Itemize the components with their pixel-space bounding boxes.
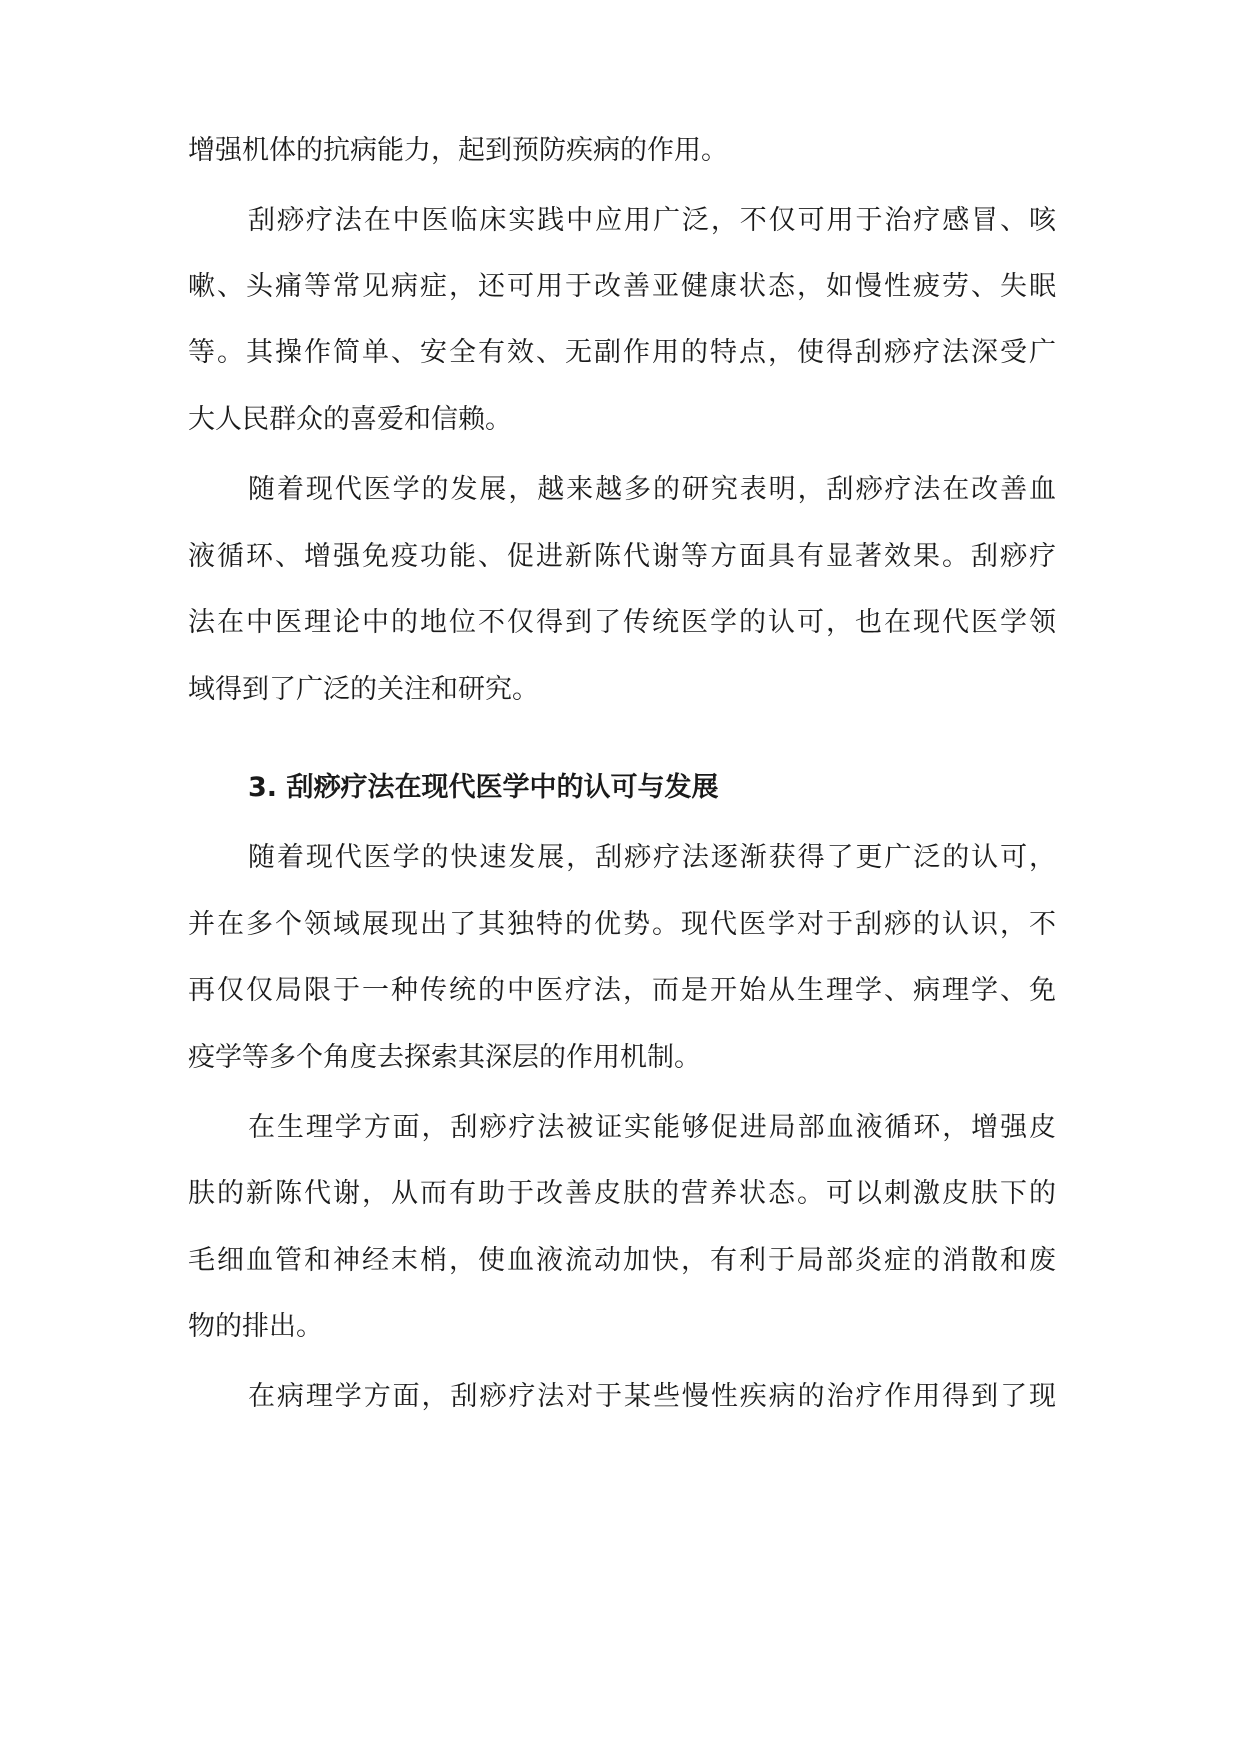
paragraph-line: 嗽、头痛等常见病症，还可用于改善亚健康状态，如慢性疲劳、失眠: [188, 271, 1056, 302]
paragraph-line: 增强机体的抗病能力，起到预防疾病的作用。: [188, 135, 728, 166]
paragraph-line: 刮痧疗法在中医临床实践中应用广泛，不仅可用于治疗感冒、咳: [248, 205, 1056, 236]
paragraph-line: 法在中医理论中的地位不仅得到了传统医学的认可，也在现代医学领: [188, 607, 1056, 638]
paragraph-line: 在病理学方面，刮痧疗法对于某些慢性疾病的治疗作用得到了现: [248, 1381, 1056, 1412]
paragraph-line: 液循环、增强免疫功能、促进新陈代谢等方面具有显著效果。刮痧疗: [188, 541, 1056, 572]
paragraph-line: 等。其操作简单、安全有效、无副作用的特点，使得刮痧疗法深受广: [188, 337, 1056, 368]
paragraph-line: 在生理学方面，刮痧疗法被证实能够促进局部血液循环，增强皮: [248, 1112, 1056, 1143]
paragraph-line: 并在多个领域展现出了其独特的优势。现代医学对于刮痧的认识，不: [188, 909, 1056, 940]
paragraph-line: 域得到了广泛的关注和研究。: [188, 674, 539, 705]
paragraph-line: 肤的新陈代谢，从而有助于改善皮肤的营养状态。可以刺激皮肤下的: [188, 1178, 1056, 1209]
paragraph-line: 疫学等多个角度去探索其深层的作用机制。: [188, 1042, 701, 1073]
paragraph-line: 物的排出。: [188, 1311, 323, 1342]
section-heading: 3. 刮痧疗法在现代医学中的认可与发展: [248, 772, 719, 803]
paragraph-line: 随着现代医学的快速发展，刮痧疗法逐渐获得了更广泛的认可，: [248, 842, 1056, 873]
paragraph-line: 大人民群众的喜爱和信赖。: [188, 404, 512, 435]
paragraph-line: 毛细血管和神经末梢，使血液流动加快，有利于局部炎症的消散和废: [188, 1245, 1056, 1276]
paragraph-line: 随着现代医学的发展，越来越多的研究表明，刮痧疗法在改善血: [248, 474, 1056, 505]
paragraph-line: 再仅仅局限于一种传统的中医疗法，而是开始从生理学、病理学、免: [188, 975, 1056, 1006]
